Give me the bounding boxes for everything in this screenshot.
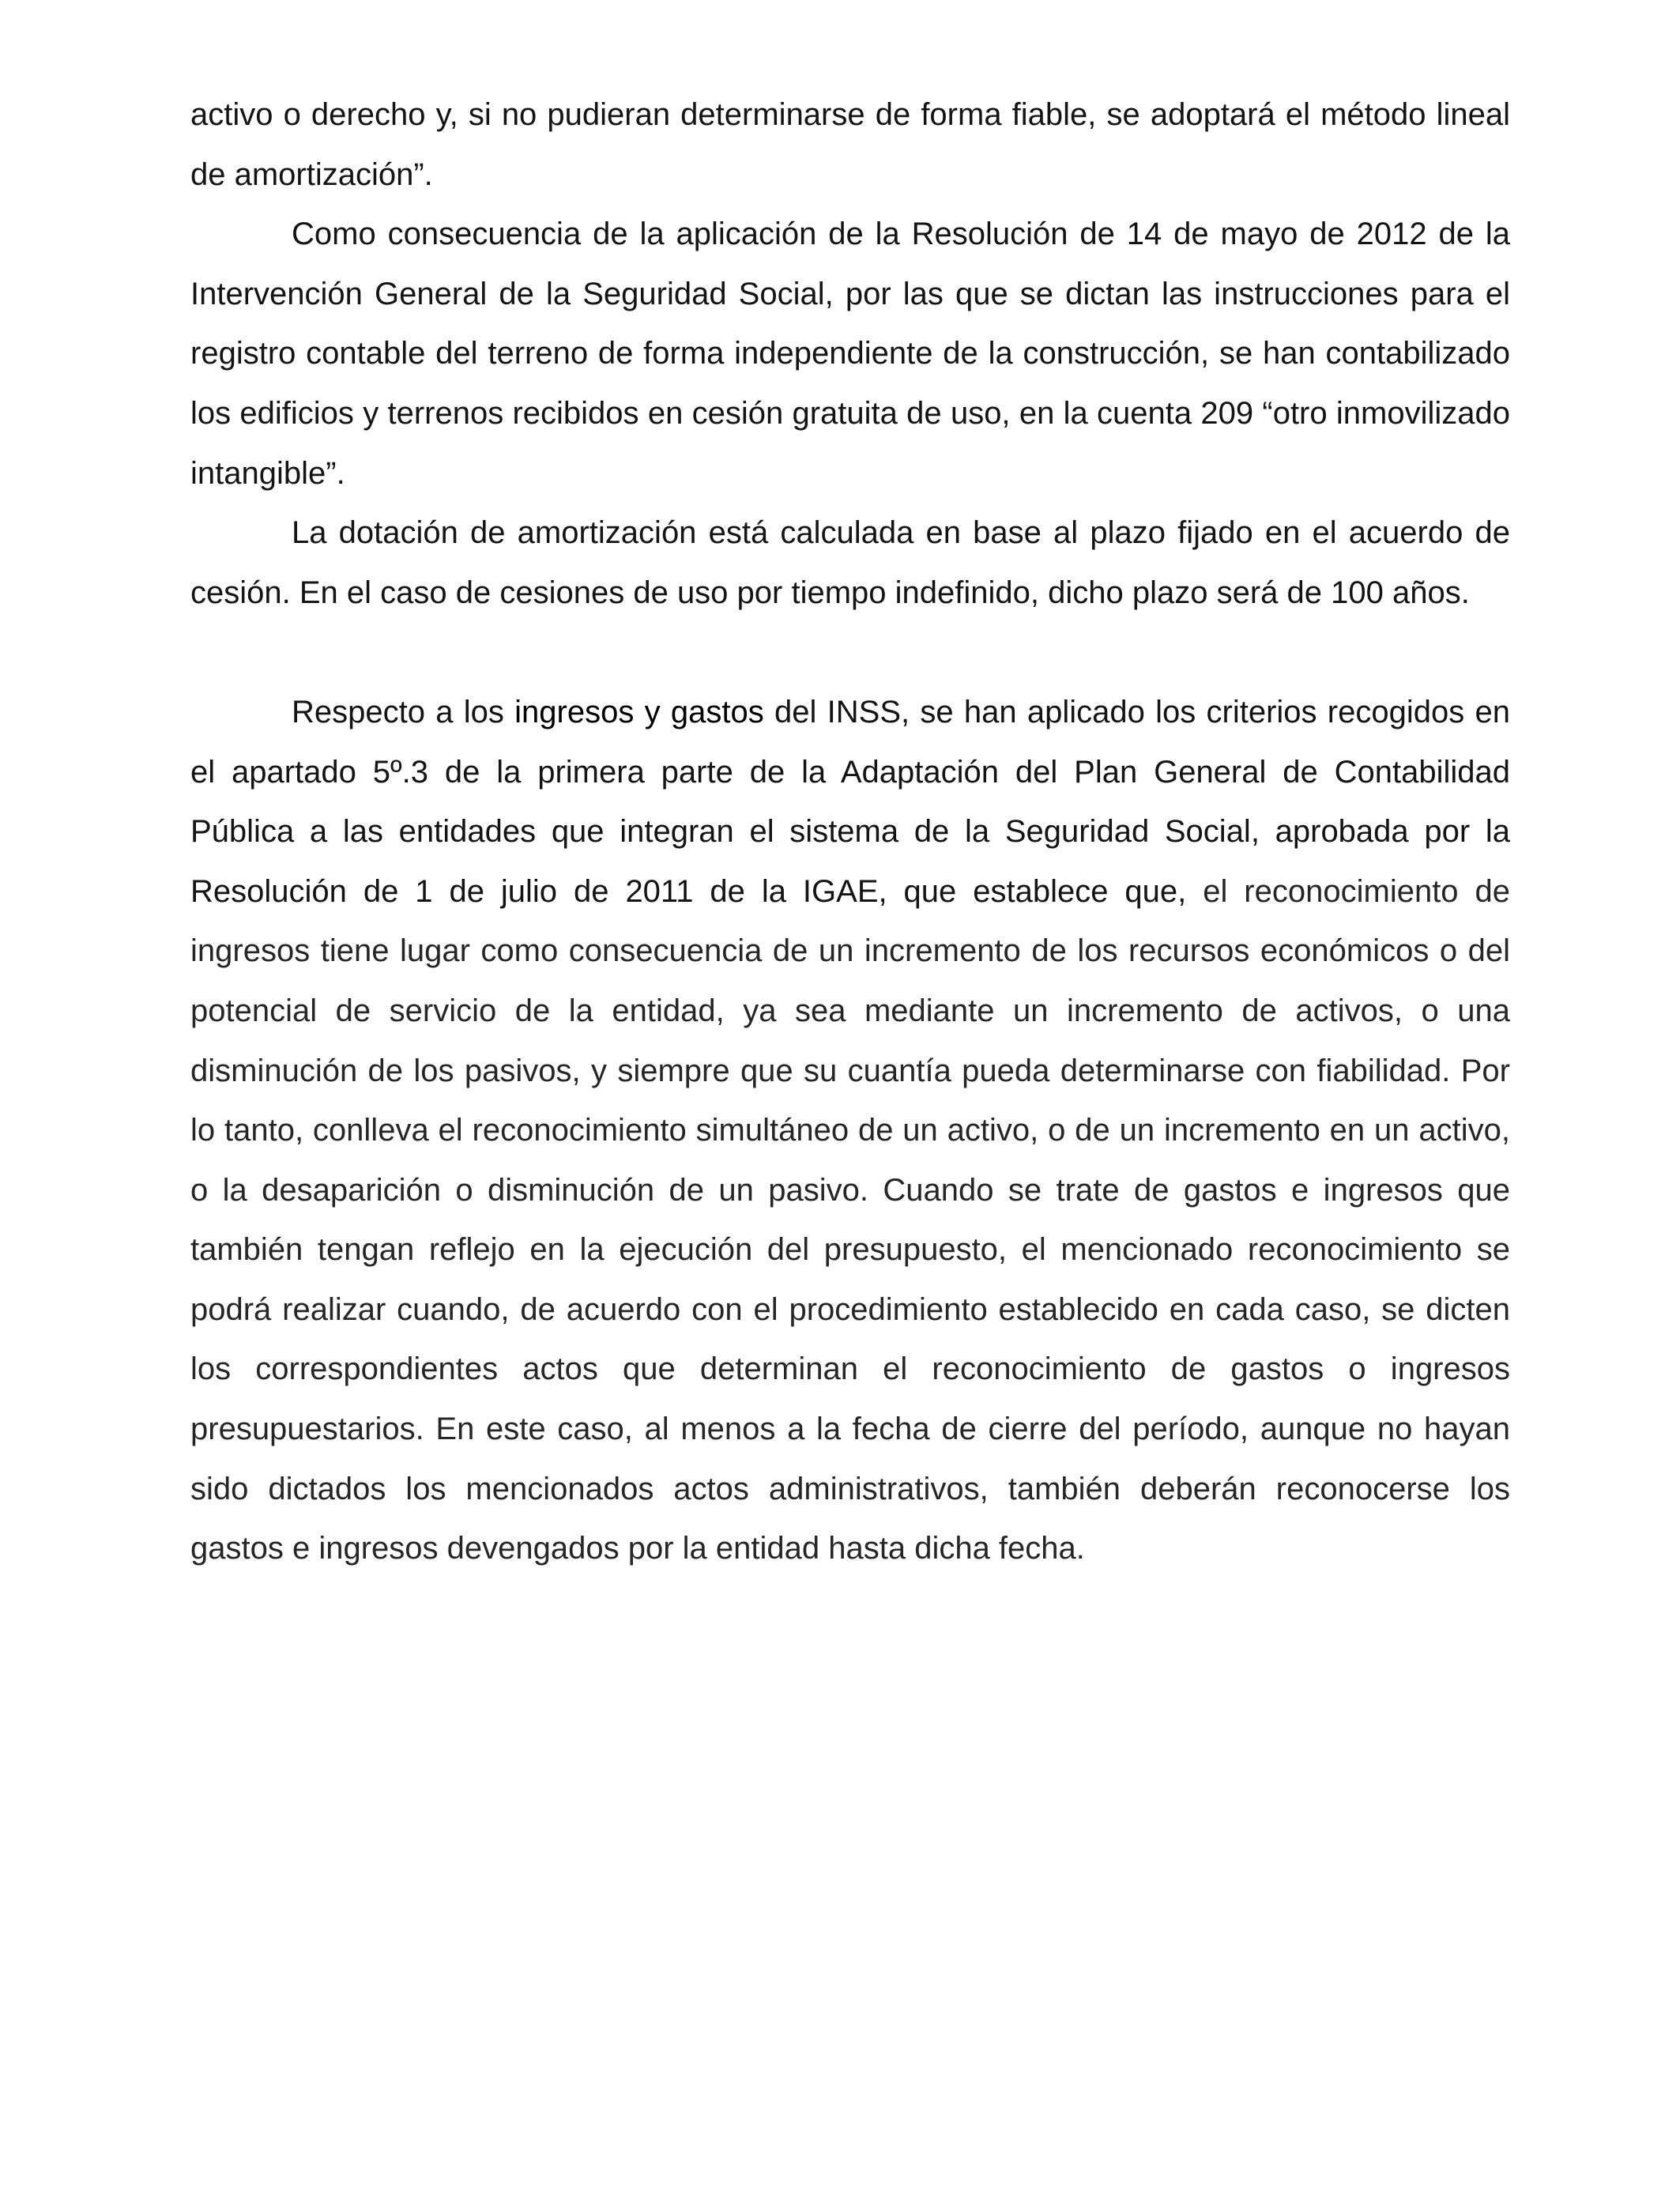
paragraph-amortization-allowance: La dotación de amortización está calculada en base al plazo fijado en el acuerdo de cesión. En el caso de cesiones de uso por tiempo indefinido, dicho plazo será de 100 años. — [190, 515, 1510, 610]
paragraph-income-part-2: el reconocimiento de ingresos tiene lugar como consecuencia de un incremento de los recursos económicos o del potencial de servicio de la entidad, ya sea mediante un incremento de activos, o una disminución de los pasivos, y siempre que su cuantía pueda determinarse con fiabilidad. Por lo tanto, conlleva el reconocimiento simultáneo de un activo, o de un incremento en un activo, o la desaparición o disminución de un pasivo. Cuando se trate de gastos e ingresos que también tengan reflejo en la ejecución del presupuesto, el mencionado reconocimiento se podrá realizar cuando, de acuerdo con el procedimiento establecido en cada caso, se dicten los correspondientes actos que determinan el reconocimiento de gastos o ingresos presupuestarios. En este caso, al menos a la fecha de cierre del período, aunque no hayan sido dictados los mencionados actos administrativos, también deberán reconocerse los gastos e ingresos devengados por la entidad hasta dicha fecha. — [190, 873, 1510, 1566]
paragraph-resolution-2012: Como consecuencia de la aplicación de la Resolución de 14 de mayo de 2012 de la Intervención General de la Seguridad Social, por las que se dictan las instrucciones para el registro contable del terreno de forma independiente de la construcción, se han contabilizado los edificios y terrenos recibidos en cesión gratuita de uso, en la cuenta 209 “otro inmovilizado intangible”. — [190, 217, 1510, 491]
paragraph-income-intro: Respecto a los — [292, 694, 515, 729]
income-expenses-emphasis: ingresos y gastos — [514, 694, 764, 729]
paragraph-amortization-method: activo o derecho y, si no pudieran determinarse de forma fiable, se adoptará el método lineal de amortización”. — [190, 97, 1510, 192]
paragraph-income-expenses — [190, 683, 1510, 1579]
document-page — [190, 85, 1510, 1579]
paragraph-income-part-1: del INSS, se han aplicado los criterios recogidos en el apartado 5º.3 de la primera parte de la Adaptación del Plan General de Contabilidad Pública a las entidades que integran el sistema de la Seguridad Social, aprobada por la Resolución de 1 de julio de 2011 de la IGAE, que establece que, — [190, 694, 1511, 909]
